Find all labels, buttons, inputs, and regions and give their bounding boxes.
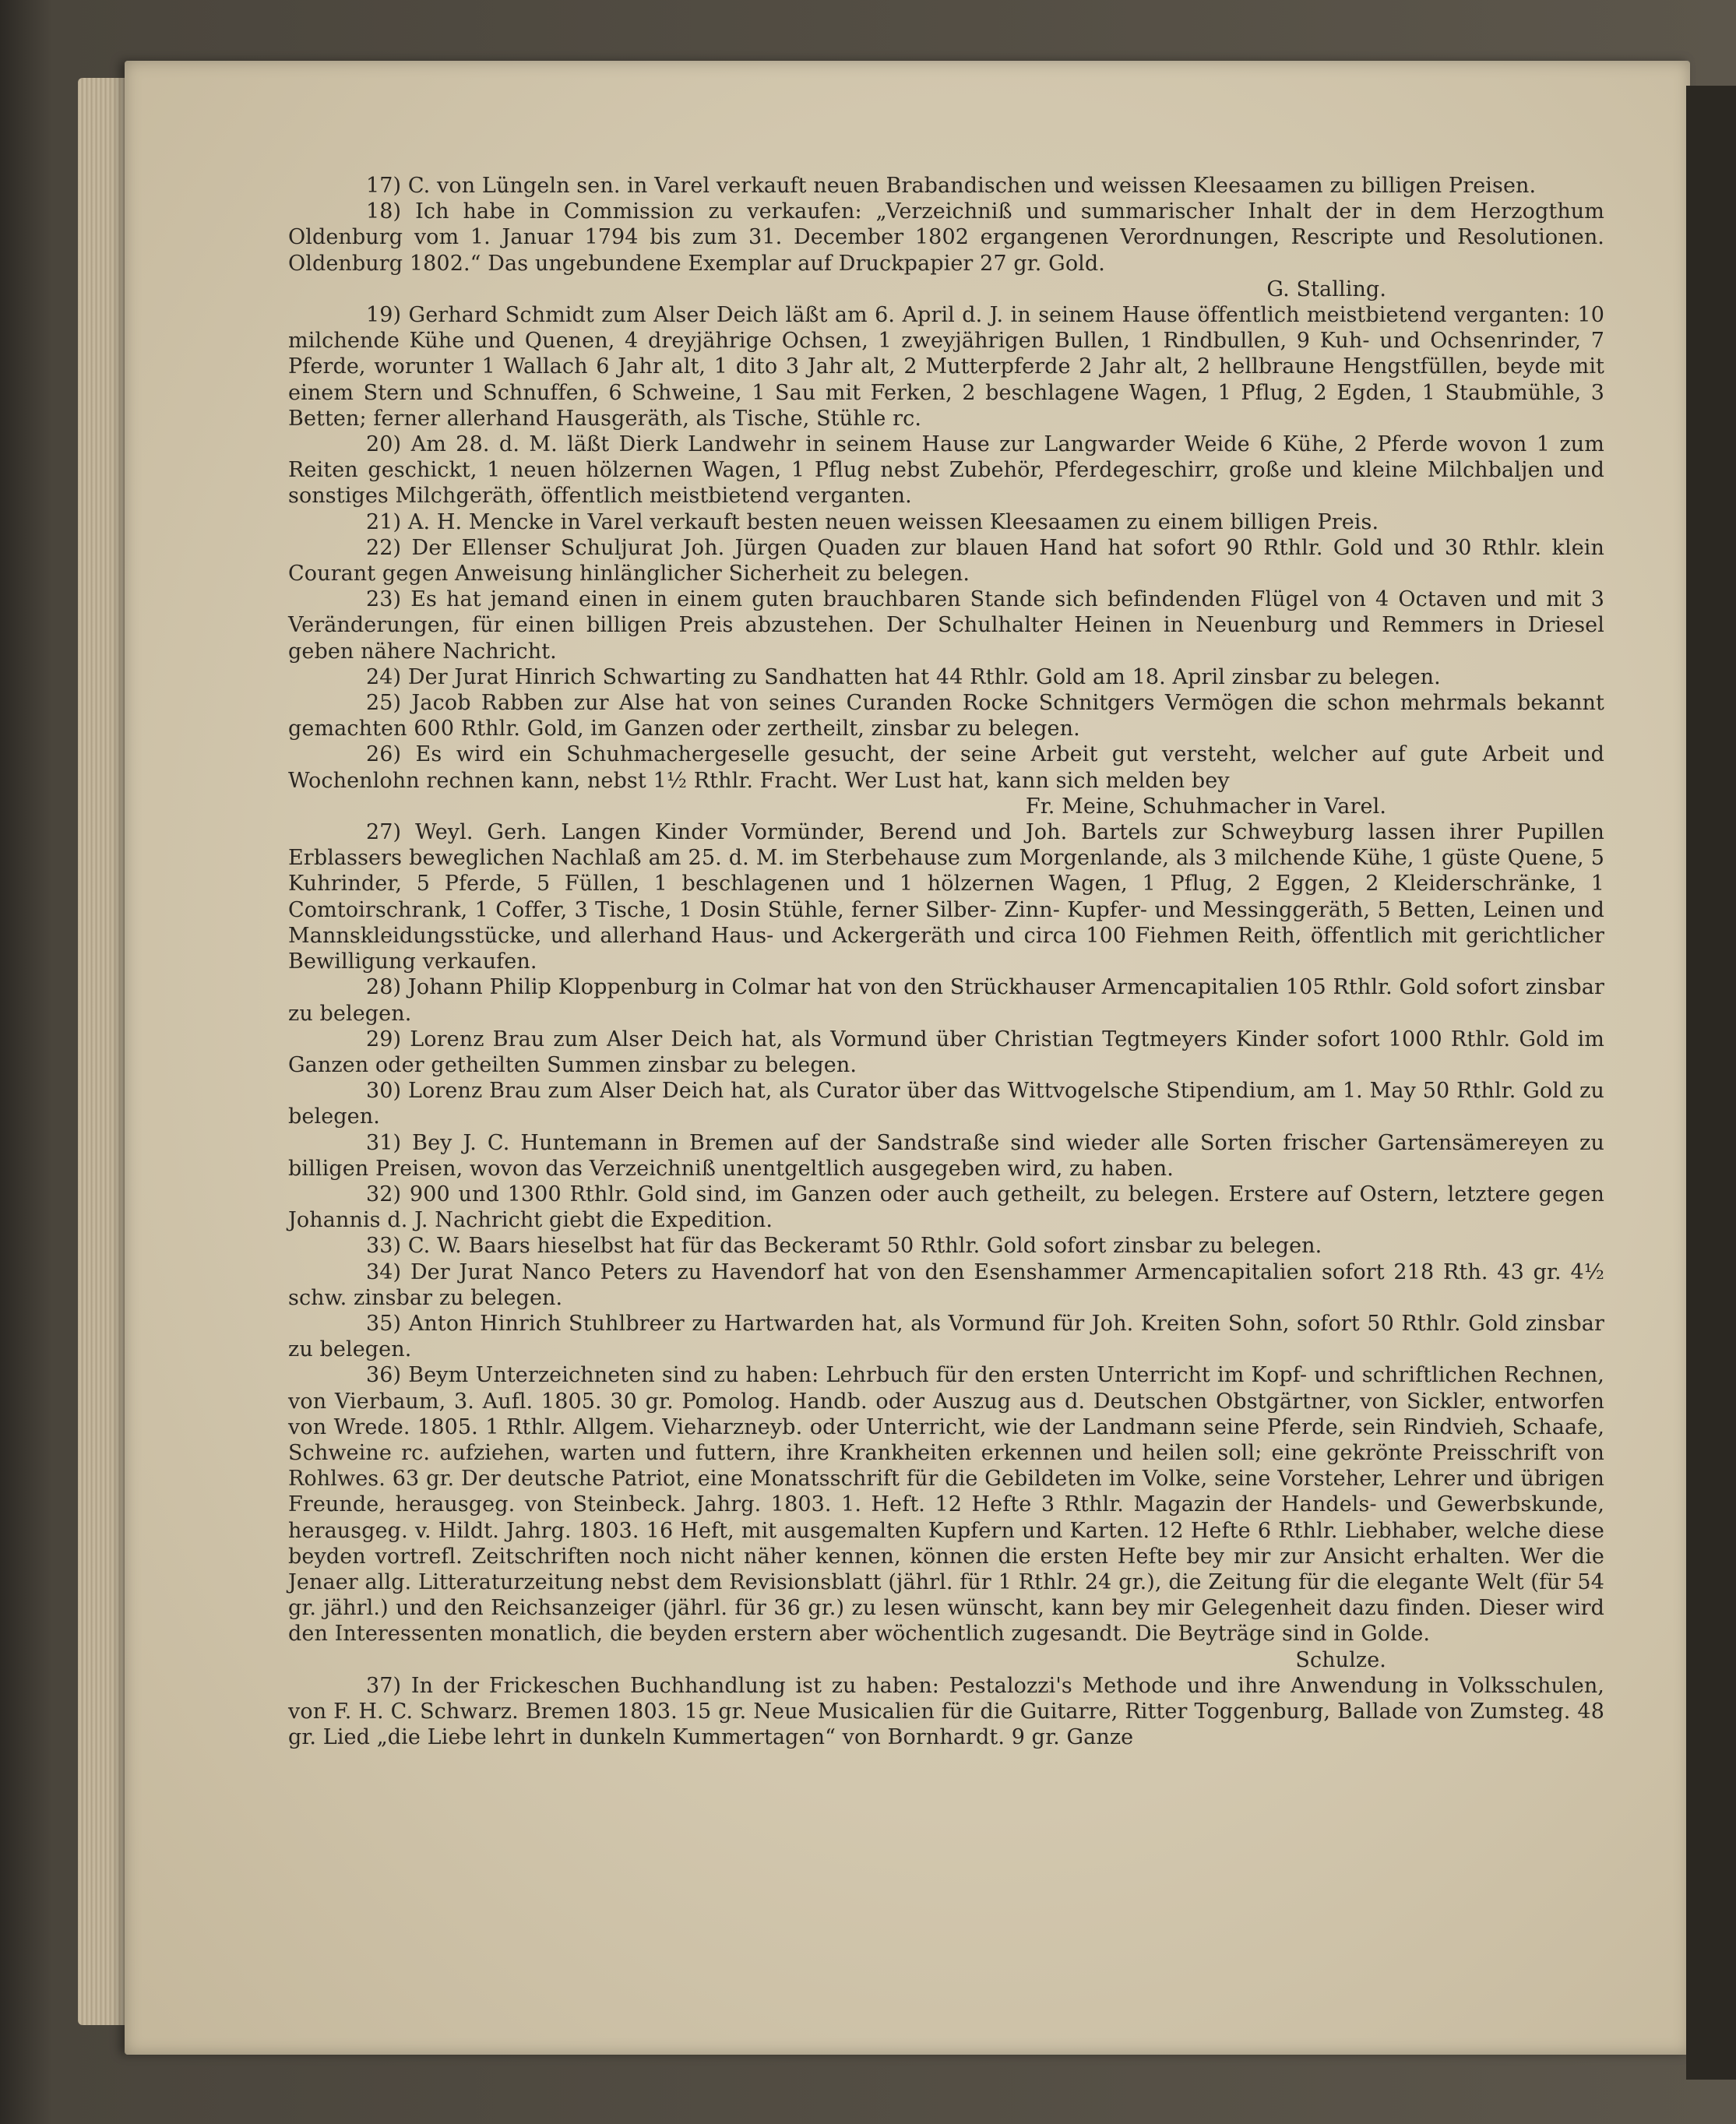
signature-26: Fr. Meine, Schuhmacher in Varel. [1025, 794, 1386, 819]
notice-20: 20) Am 28. d. M. läßt Dierk Landwehr in seinem Hause zur Langwarder Weide 6 Kühe, 2 Pferde wovon 1 zum Reiten geschickt, 1 neuen hölzernen Wagen, 1 Pflug nebst Zubehör, Pferdegeschirr, große und kleine Milchbaljen und sonstiges Milchgeräth, öffentlich meistbietend verganten. [288, 432, 1604, 509]
notice-18: 18) Ich habe in Commission zu verkaufen: „Verzeichniß und summarischer Inhalt der in dem Herzogthum Oldenburg vom 1. Januar 1794 bis zum 31. December 1802 ergangenen Verordnungen, Rescripte und Resolutionen. Oldenburg 1802.“ Das ungebundene Exemplar auf Druckpapier 27 gr. Gold. [288, 199, 1604, 276]
notice-17: 17) C. von Lüngeln sen. in Varel verkauft neuen Brabandischen und weissen Kleesaamen zu billigen Preisen. [366, 174, 1537, 198]
notice-26: 26) Es wird ein Schuhmachergeselle gesucht, der seine Arbeit gut versteht, welcher auf gute Arbeit und Wochenlohn rechnen kann, nebst 1½ Rthlr. Fracht. Wer Lust hat, kann sich melden bey [288, 742, 1604, 793]
notice-34: 34) Der Jurat Nanco Peters zu Havendorf hat von den Esenshammer Armencapitalien sofort 218 Rth. 43 gr. 4½ schw. zinsbar zu belegen. [288, 1259, 1604, 1310]
notices-text [288, 173, 1604, 1750]
notice-21: 21) A. H. Mencke in Varel verkauft besten neuen weissen Kleesaamen zu einem billigen Preis. [366, 509, 1379, 534]
notice-32: 32) 900 und 1300 Rthlr. Gold sind, im Ganzen oder auch getheilt, zu belegen. Erstere auf Ostern, letztere gegen Johannis d. J. Nachricht giebt die Expedition. [288, 1182, 1604, 1233]
notice-25: 25) Jacob Rabben zur Alse hat von seines Curanden Rocke Schnitgers Vermögen die schon mehrmals bekannt gemachten 600 Rthlr. Gold, im Ganzen oder zertheilt, zinsbar zu belegen. [288, 691, 1604, 741]
notice-36: 36) Beym Unterzeichneten sind zu haben: Lehrbuch für den ersten Unterricht im Kopf- und schriftlichen Rechnen, von Vierbaum, 3. Aufl. 1805. 30 gr. Pomolog. Handb. oder Auszug aus d. Deutschen Obstgärtner, von Sickler, entworfen von Wrede. 1805. 1 Rthlr. Allgem. Vieharzneyb. oder Unterricht, wie der Landmann seine Pferde, sein Rindvieh, Schaafe, Schweine rc. aufziehen, warten und futtern, ihre Krankheiten erkennen und heilen soll; eine gekrönte Preisschrift von Rohlwes. 63 gr. Der deutsche Patriot, eine Monatsschrift für die Gebildeten im Volke, seine Vorsteher, Lehrer und übrigen Freunde, herausgeg. von Steinbeck. Jahrg. 1803. 1. Heft. 12 Hefte 3 Rthlr. Magazin der Handels- und Gewerbskunde, herausgeg. v. Hildt. Jahrg. 1803. 16 Heft, mit ausgemalten Kupfern und Karten. 12 Hefte 6 Rthlr. Liebhaber, welche diese beyden vortrefl. Zeitschriften noch nicht näher kennen, können die ersten Hefte bey mir zur Ansicht erhalten. Wer die Jenaer allg. Litteraturzeitung nebst dem Revisionsblatt (jährl. für 1 Rthlr. 24 gr.), die Zeitung für die elegante Welt (für 54 gr. jährl.) und den Reichsanzeiger (jährl. für 36 gr.) zu lesen wünscht, kann bey mir Gelegenheit dazu finden. Dieser wird den Interessenten monatlich, die beyden erstern aber wöchentlich zugesandt. Die Beyträge sind in Golde. [288, 1363, 1604, 1647]
notice-24: 24) Der Jurat Hinrich Schwarting zu Sandhatten hat 44 Rthlr. Gold am 18. April zinsbar zu belegen. [366, 664, 1441, 689]
notice-30: 30) Lorenz Brau zum Alser Deich hat, als Curator über das Wittvogelsche Stipendium, am 1. May 50 Rthlr. Gold zu belegen. [288, 1079, 1604, 1129]
notice-27: 27) Weyl. Gerh. Langen Kinder Vormünder, Berend und Joh. Bartels zur Schweyburg lassen ihrer Pupillen Erblassers beweglichen Nachlaß am 25. d. M. im Sterbehause zum Morgenlande, als 3 milchende Kühe, 1 güste Quene, 5 Kuhrinder, 5 Pferde, 5 Füllen, 1 beschlagenen und 1 hölzernen Wagen, 1 Pflug, 2 Eggen, 2 Kleiderschränke, 1 Comtoirschrank, 1 Coffer, 3 Tische, 1 Dosin Stühle, ferner Silber- Zinn- Kupfer- und Messinggeräth, 5 Betten, Leinen und Mannskleidungsstücke, und allerhand Haus- und Ackergeräth und circa 100 Fiehmen Reith, öffentlich mit gerichtlicher Bewilligung verkaufen. [288, 820, 1604, 974]
notice-31: 31) Bey J. C. Huntemann in Bremen auf der Sandstraße sind wieder alle Sorten frischer Gartensämereyen zu billigen Preisen, wovon das Verzeichniß unentgeltlich ausgegeben wird, zu haben. [288, 1130, 1604, 1181]
notice-33: 33) C. W. Baars hieselbst hat für das Beckeramt 50 Rthlr. Gold sofort zinsbar zu belegen. [366, 1234, 1322, 1259]
notice-28: 28) Johann Philip Kloppenburg in Colmar hat von den Strückhauser Armencapitalien 105 Rthlr. Gold sofort zinsbar zu belegen. [288, 975, 1604, 1026]
notice-23: 23) Es hat jemand einen in einem guten brauchbaren Stande sich befindenden Flügel von 4 Octaven und mit 3 Veränderungen, für einen billigen Preis abzustehen. Der Schulhalter Heinen in Neuenburg und Remmers in Driesel geben nähere Nachricht. [288, 587, 1604, 664]
signature-36: Schulze. [1295, 1647, 1386, 1672]
notice-35: 35) Anton Hinrich Stuhlbreer zu Hartwarden hat, als Vormund für Joh. Kreiten Sohn, sofort 50 Rthlr. Gold zinsbar zu belegen. [288, 1311, 1604, 1362]
signature-18: G. Stalling. [1266, 277, 1386, 301]
notice-29: 29) Lorenz Brau zum Alser Deich hat, als Vormund über Christian Tegtmeyers Kinder sofort 1000 Rthlr. Gold im Ganzen oder getheilten Summen zinsbar zu belegen. [288, 1027, 1604, 1077]
notice-19: 19) Gerhard Schmidt zum Alser Deich läßt am 6. April d. J. in seinem Hause öffentlich meistbietend verganten: 10 milchende Kühe und Quenen, 4 dreyjährige Ochsen, 1 zweyjährigen Bullen, 1 Rindbullen, 9 Kuh- und Ochsenrinder, 7 Pferde, worunter 1 Wallach 6 Jahr alt, 1 dito 3 Jahr alt, 2 Mutterpferde 2 Jahr alt, 2 hellbraune Hengstfüllen, beyde mit einem Stern und Schnuffen, 6 Schweine, 1 Sau mit Ferken, 2 beschlagene Wagen, 1 Pflug, 2 Egden, 1 Staubmühle, 3 Betten; ferner allerhand Hausgeräth, als Tische, Stühle rc. [288, 303, 1604, 431]
notice-37: 37) In der Frickeschen Buchhandlung ist zu haben: Pestalozzi's Methode und ihre Anwendung in Volksschulen, von F. H. C. Schwarz. Bremen 1803. 15 gr. Neue Musicalien für die Guitarre, Ritter Toggenburg, Ballade von Zumsteg. 48 gr. Lied „die Liebe lehrt in dunkeln Kummertagen“ von Bornhardt. 9 gr. Ganze [288, 1673, 1604, 1750]
scan-right-margin [1686, 86, 1736, 2080]
notice-22: 22) Der Ellenser Schuljurat Joh. Jürgen Quaden zur blauen Hand hat sofort 90 Rthlr. Gold und 30 Rthlr. klein Courant gegen Anweisung hinlänglicher Sicherheit zu belegen. [288, 535, 1604, 586]
